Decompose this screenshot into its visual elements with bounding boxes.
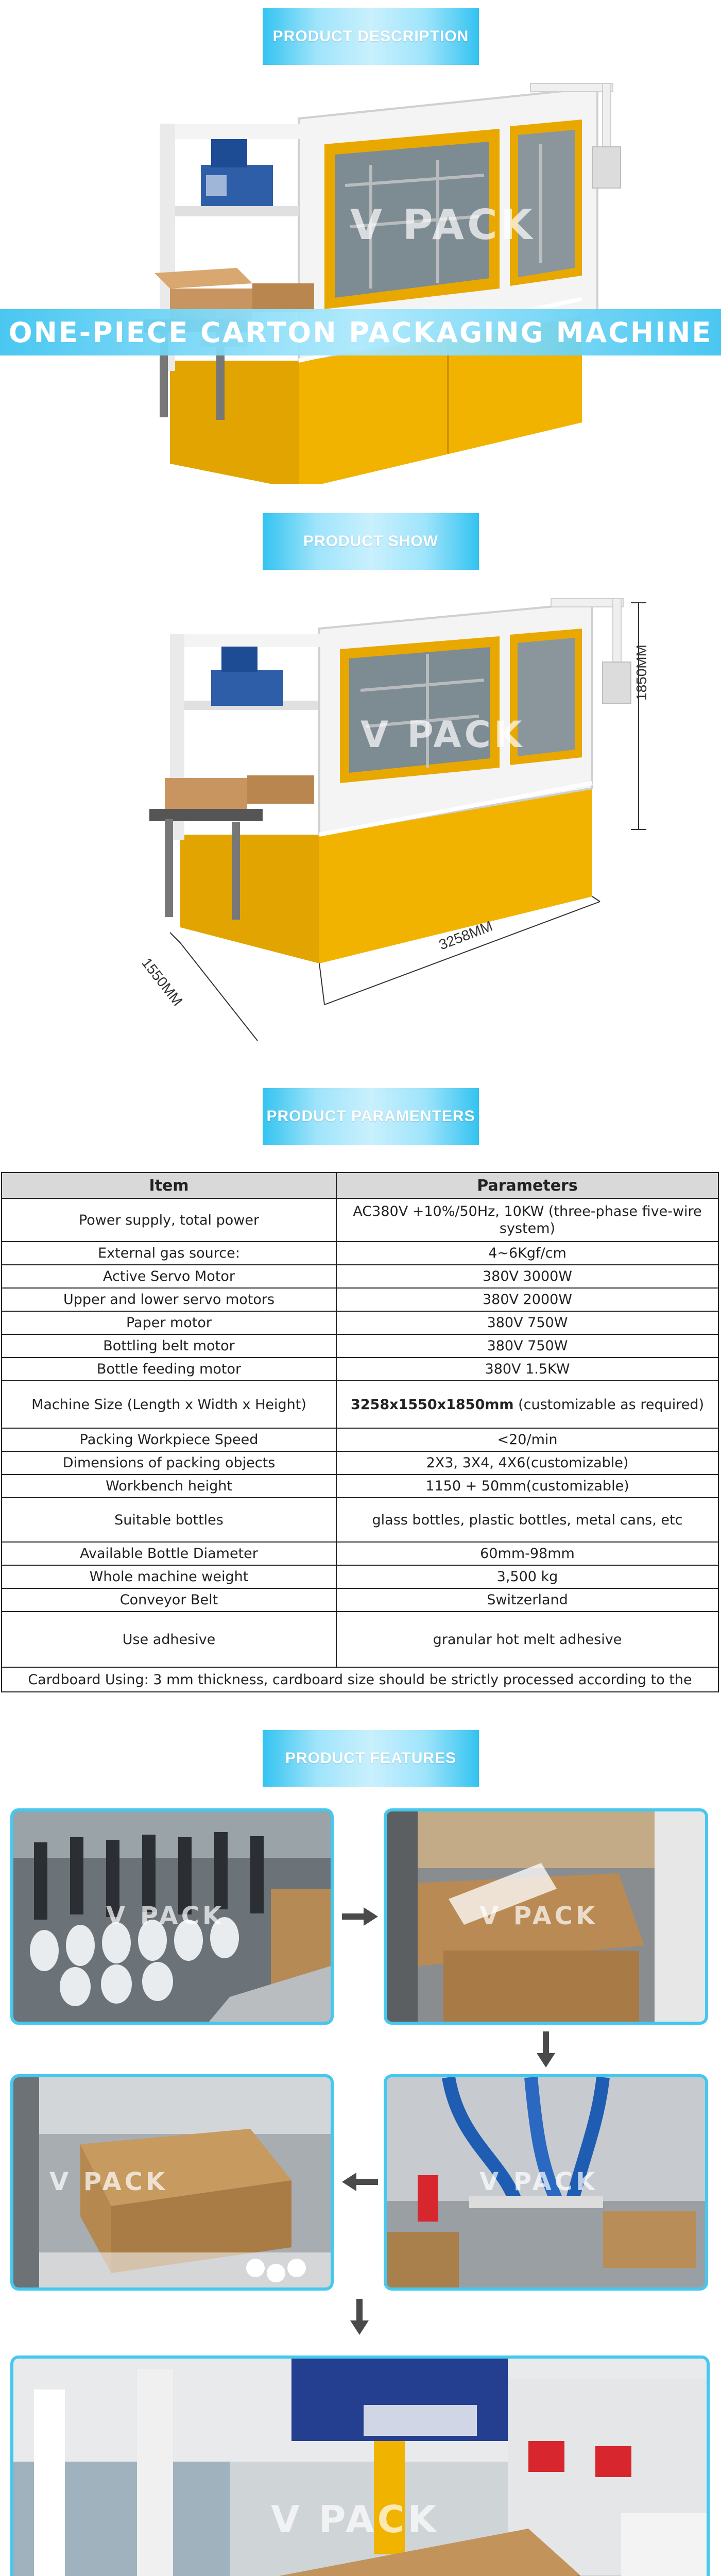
watermark-logo: V PACK [350,201,536,249]
table-cell-item: Bottle feeding motor [2,1358,336,1381]
table-cell-param: 3,500 kg [336,1565,718,1588]
machine-size-value: 3258x1550x1850mm [350,1396,514,1413]
table-cell-item: Whole machine weight [2,1565,336,1588]
table-cell-item: Packing Workpiece Speed [2,1428,336,1451]
table-row [2,1498,718,1542]
section-tag-label: PRODUCT PARAMENTERS [266,1108,475,1125]
table-row [2,1451,718,1475]
dimension-width-label: 1550MM [139,955,186,1009]
table-header-item: Item [2,1173,336,1198]
table-cell-param: 1150 + 50mm(customizable) [336,1475,718,1498]
table-footer-note: Cardboard Using: 3 mm thickness, cardboard size should be strictly processed according to the [2,1667,718,1692]
table-cell-item: Bottling belt motor [2,1334,336,1358]
table-cell-param: glass bottles, plastic bottles, metal cans, etc [336,1498,718,1542]
arrow-left-icon [342,2172,378,2192]
machine-photo-dimensions [118,592,685,1056]
table-row [2,1381,718,1428]
table-cell-param: 380V 3000W [336,1265,718,1288]
table-row [2,1358,718,1381]
machine-size-note: (customizable as required) [513,1396,704,1413]
table-row [2,1542,718,1565]
feature-image-production-line [10,2355,710,2576]
table-header-parameters: Parameters [336,1173,718,1198]
table-cell-item: Power supply, total power [2,1198,336,1242]
table-cell-item: Available Bottle Diameter [2,1542,336,1565]
table-row [2,1265,718,1288]
table-cell-param: 380V 750W [336,1311,718,1334]
table-cell-item: External gas source: [2,1242,336,1265]
table-cell-item: Workbench height [2,1475,336,1498]
table-row [2,1334,718,1358]
parameters-table [1,1172,719,1692]
table-row [2,1475,718,1498]
table-row [2,1242,718,1265]
arrow-down-icon [536,2031,556,2067]
arrow-right-icon [342,1906,378,1927]
machine-photo-main [129,72,633,484]
table-header-row [2,1173,718,1198]
table-row [2,1588,718,1612]
table-row [2,1288,718,1311]
section-tag-features [263,1730,479,1787]
feature-image-gluing [384,2074,708,2291]
feature-image-sealed-carton [10,2074,334,2291]
table-cell-item: Active Servo Motor [2,1265,336,1288]
watermark-logo: V PACK [271,2498,440,2541]
table-row [2,1198,718,1242]
watermark-logo: V PACK [479,1902,598,1930]
section-tag-show [263,513,479,570]
table-cell-param [336,1381,718,1428]
table-row [2,1311,718,1334]
watermark-logo: V PACK [49,2167,168,2196]
table-cell-param: 60mm-98mm [336,1542,718,1565]
banner-title: ONE-PIECE CARTON PACKAGING MACHINE [8,316,713,349]
dimension-height-label: 1850MM [633,645,649,701]
table-cell-item: Suitable bottles [2,1498,336,1542]
table-row [2,1565,718,1588]
section-tag-description [263,8,479,65]
table-cell-item: Machine Size (Length x Width x Height) [2,1381,336,1428]
table-cell-param: granular hot melt adhesive [336,1612,718,1667]
table-cell-item: Dimensions of packing objects [2,1451,336,1475]
table-cell-param: 4~6Kgf/cm [336,1242,718,1265]
hero-banner [0,309,721,355]
table-cell-param: 2X3, 3X4, 4X6(customizable) [336,1451,718,1475]
arrow-down-icon [349,2299,370,2335]
table-row [2,1612,718,1667]
table-cell-param: <20/min [336,1428,718,1451]
watermark-logo: V PACK [479,2167,598,2196]
table-cell-item: Upper and lower servo motors [2,1288,336,1311]
section-tag-label: PRODUCT DESCRIPTION [272,28,469,45]
table-cell-item: Conveyor Belt [2,1588,336,1612]
table-cell-item: Paper motor [2,1311,336,1334]
feature-image-bottles [10,1808,334,2025]
table-cell-param: 380V 1.5KW [336,1358,718,1381]
table-cell-param: AC380V +10%/50Hz, 10KW (three-phase five-wire system) [336,1198,718,1242]
table-cell-item: Use adhesive [2,1612,336,1667]
table-cell-param: 380V 750W [336,1334,718,1358]
table-cell-param: 380V 2000W [336,1288,718,1311]
section-tag-parameters [263,1088,479,1145]
table-footer-row [2,1667,718,1692]
feature-image-carton-forming [384,1808,708,2025]
table-row [2,1428,718,1451]
section-tag-label: PRODUCT FEATURES [285,1750,457,1767]
dimension-length-label: 3258MM [436,918,495,953]
watermark-logo: V PACK [360,714,525,756]
section-tag-label: PRODUCT SHOW [303,533,438,550]
table-cell-param: Switzerland [336,1588,718,1612]
watermark-logo: V PACK [106,1902,225,1930]
